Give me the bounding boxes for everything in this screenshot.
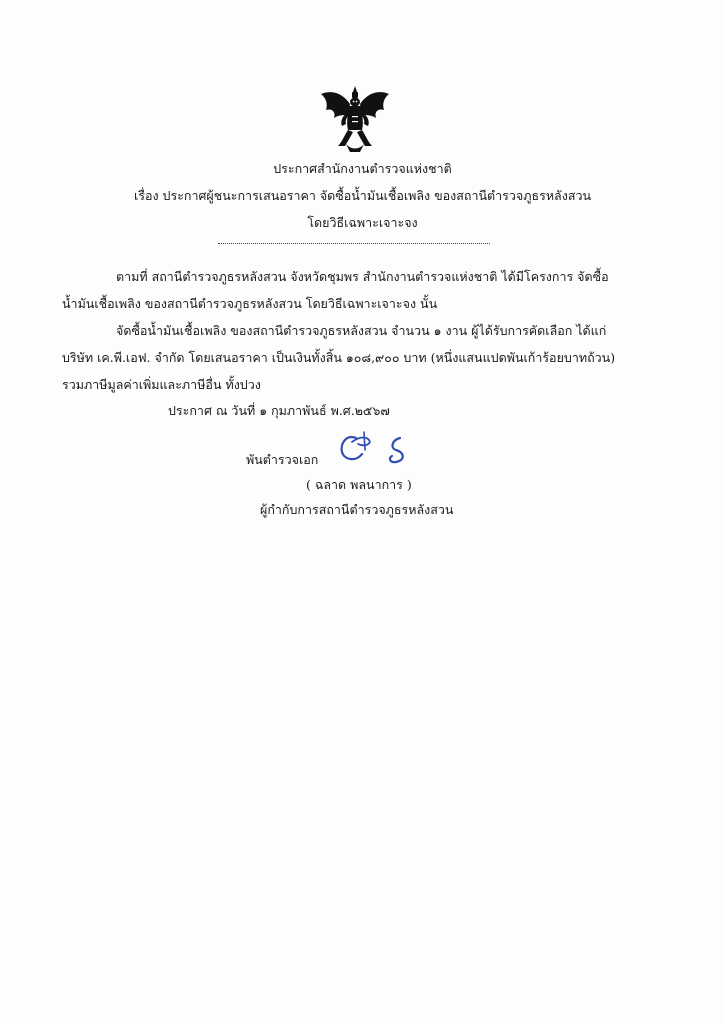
paragraph-2-line-2: บริษัท เค.พี.เอฟ. จำกัด โดยเสนอราคา เป็นเงินทั้งสิ้น ๑๐๘,๙๐๐ บาท (หนึ่งแสนแปดพันเก้าร้อยบาทถ้วน) [62, 350, 616, 365]
procurement-method: โดยวิธีเฉพาะเจาะจง [307, 215, 418, 230]
garuda-emblem-icon [318, 84, 392, 154]
paragraph-2-line-1: จัดซื้อน้ำมันเชื้อเพลิง ของสถานีตำรวจภูธรหลังสวน จำนวน ๑ งาน ผู้ได้รับการคัดเลือก ได้แก่ [116, 323, 607, 338]
paragraph-1-line-2: น้ำมันเชื้อเพลิง ของสถานีตำรวจภูธรหลังสวน โดยวิธีเฉพาะเจาะจง นั้น [62, 296, 438, 311]
signer-rank: พันตำรวจเอก [246, 452, 319, 467]
signer-position: ผู้กำกับการสถานีตำรวจภูธรหลังสวน [260, 502, 454, 517]
paragraph-2-line-3: รวมภาษีมูลค่าเพิ่มและภาษีอื่น ทั้งปวง [62, 377, 261, 392]
separator-dotted-line [218, 243, 490, 244]
agency-title: ประกาศสำนักงานตำรวจแห่งชาติ [273, 161, 452, 176]
announcement-date: ประกาศ ณ วันที่ ๑ กุมภาพันธ์ พ.ศ.๒๕๖๗ [168, 403, 390, 418]
paragraph-1-line-1: ตามที่ สถานีตำรวจภูธรหลังสวน จังหวัดชุมพร สำนักงานตำรวจแห่งชาติ ได้มีโครงการ จัดซื้อ [116, 269, 609, 284]
signer-name: ( ฉลาด พลนาการ ) [306, 477, 412, 492]
handwritten-signature [334, 428, 420, 468]
announcement-subject: เรื่อง ประกาศผู้ชนะการเสนอราคา จัดซื้อน้ำมันเชื้อเพลิง ของสถานีตำรวจภูธรหลังสวน [133, 188, 592, 203]
